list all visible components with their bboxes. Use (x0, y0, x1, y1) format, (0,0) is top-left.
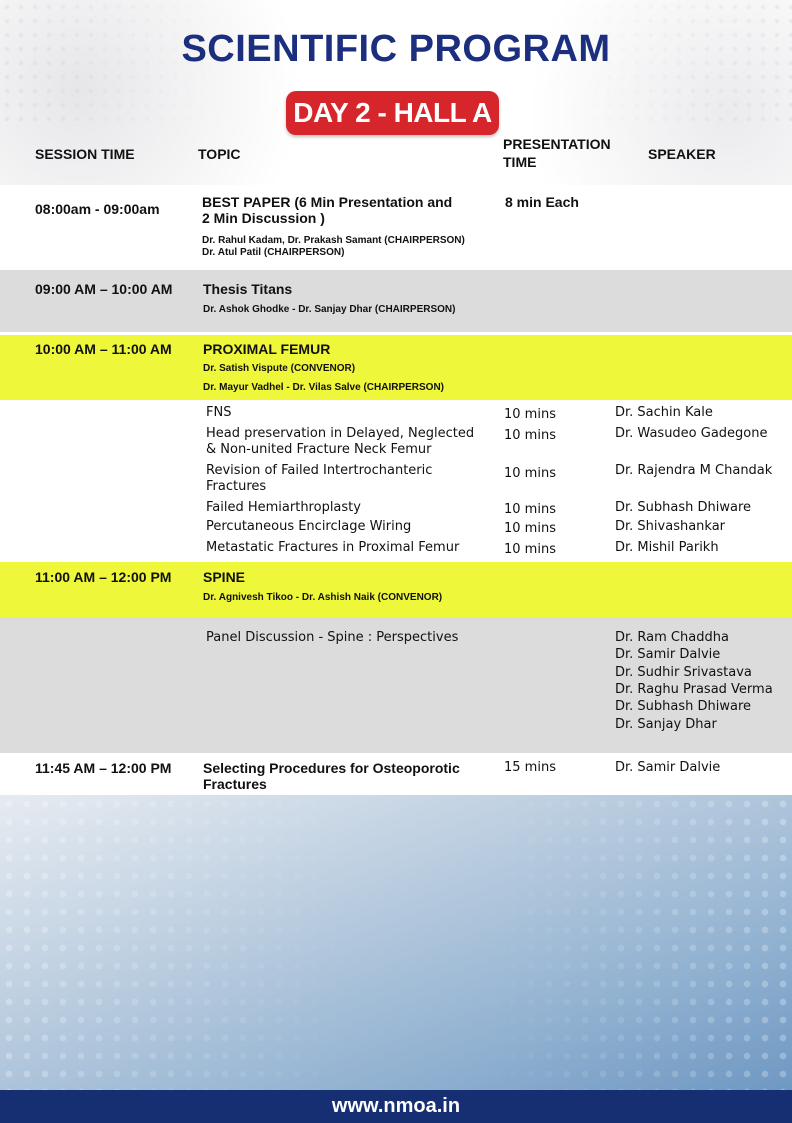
header-session-time: SESSION TIME (35, 146, 135, 162)
talk-topic: Failed Hemiarthroplasty (206, 500, 361, 515)
chairperson: Dr. Ashok Ghodke - Dr. Sanjay Dhar (CHAIRPERSON) (203, 304, 456, 315)
header-speaker: SPEAKER (648, 146, 716, 162)
talk-speaker: Dr. Wasudeo Gadegone (615, 426, 768, 441)
topic: SPINE (203, 569, 246, 585)
panel-speaker: Dr. Ram Chaddha (615, 630, 729, 645)
talk-speaker: Dr. Mishil Parikh (615, 540, 719, 555)
topic-line2: Fractures (203, 776, 267, 792)
footer-website-link[interactable]: www.nmoa.in (0, 1090, 792, 1123)
session-time: 08:00am - 09:00am (35, 201, 160, 217)
header-presentation-time-line1: PRESENTATION (503, 136, 611, 152)
speaker: Dr. Samir Dalvie (615, 760, 721, 775)
talk-duration: 10 mins (504, 502, 556, 517)
talk-topic: Metastatic Fractures in Proximal Femur (206, 540, 460, 555)
panel-speaker: Dr. Raghu Prasad Verma (615, 682, 773, 697)
topic: Thesis Titans (203, 281, 293, 297)
day-hall-badge: DAY 2 - HALL A (286, 91, 499, 135)
panel-speaker: Dr. Sudhir Srivastava (615, 665, 752, 680)
topic-line1: Selecting Procedures for Osteoporotic (203, 760, 460, 776)
talk-duration: 10 mins (504, 407, 556, 422)
presentation-time: 8 min Each (505, 194, 579, 210)
talk-duration: 10 mins (504, 466, 556, 481)
table-row-proximal-femur (0, 335, 792, 400)
table-row-panel (0, 617, 792, 753)
panel-topic: Panel Discussion - Spine : Perspectives (206, 630, 459, 645)
convenor: Dr. Agnivesh Tikoo - Dr. Ashish Naik (CONVENOR) (203, 592, 443, 603)
talk-topic: Percutaneous Encirclage Wiring (206, 519, 412, 534)
talk-duration: 10 mins (504, 428, 556, 443)
topic-line1: BEST PAPER (6 Min Presentation and (202, 194, 453, 210)
talk-speaker: Dr. Sachin Kale (615, 405, 713, 420)
table-row-osteoporotic (0, 753, 792, 795)
panel-speaker: Dr. Samir Dalvie (615, 647, 721, 662)
talk-topic-line2: & Non-united Fracture Neck Femur (206, 442, 432, 457)
table-row-best-paper (0, 185, 792, 270)
talk-speaker: Dr. Shivashankar (615, 519, 726, 534)
session-time: 09:00 AM – 10:00 AM (35, 281, 173, 297)
session-time: 11:00 AM – 12:00 PM (35, 569, 172, 585)
background-gradient-bottom (0, 795, 792, 1090)
talk-topic-line1: Revision of Failed Intertrochanteric (206, 463, 433, 478)
panel-speaker: Dr. Subhash Dhiware (615, 699, 752, 714)
chairperson: Dr. Mayur Vadhel - Dr. Vilas Salve (CHAIRPERSON) (203, 382, 445, 393)
table-row-thesis (0, 270, 792, 332)
page-title: SCIENTIFIC PROGRAM (181, 28, 611, 70)
header-topic: TOPIC (198, 146, 241, 162)
talk-topic: FNS (206, 405, 232, 420)
session-time: 11:45 AM – 12:00 PM (35, 760, 172, 776)
talk-topic-line2: Fractures (206, 479, 267, 494)
table-row-spine (0, 562, 792, 617)
table-row-femur-talks (0, 400, 792, 562)
talk-speaker: Dr. Rajendra M Chandak (615, 463, 773, 478)
presentation-time: 15 mins (504, 760, 556, 775)
topic-line2: 2 Min Discussion ) (202, 210, 325, 226)
chairperson-line2: Dr. Atul Patil (CHAIRPERSON) (202, 247, 345, 258)
session-time: 10:00 AM – 11:00 AM (35, 341, 172, 357)
topic: PROXIMAL FEMUR (203, 341, 331, 357)
talk-topic-line1: Head preservation in Delayed, Neglected (206, 426, 475, 441)
header-presentation-time-line2: TIME (503, 154, 537, 170)
chairperson-line1: Dr. Rahul Kadam, Dr. Prakash Samant (CHAIRPERSON) (202, 235, 465, 246)
talk-duration: 10 mins (504, 521, 556, 536)
talk-speaker: Dr. Subhash Dhiware (615, 500, 752, 515)
convenor: Dr. Satish Vispute (CONVENOR) (203, 363, 356, 374)
panel-speaker: Dr. Sanjay Dhar (615, 717, 717, 732)
talk-duration: 10 mins (504, 542, 556, 557)
